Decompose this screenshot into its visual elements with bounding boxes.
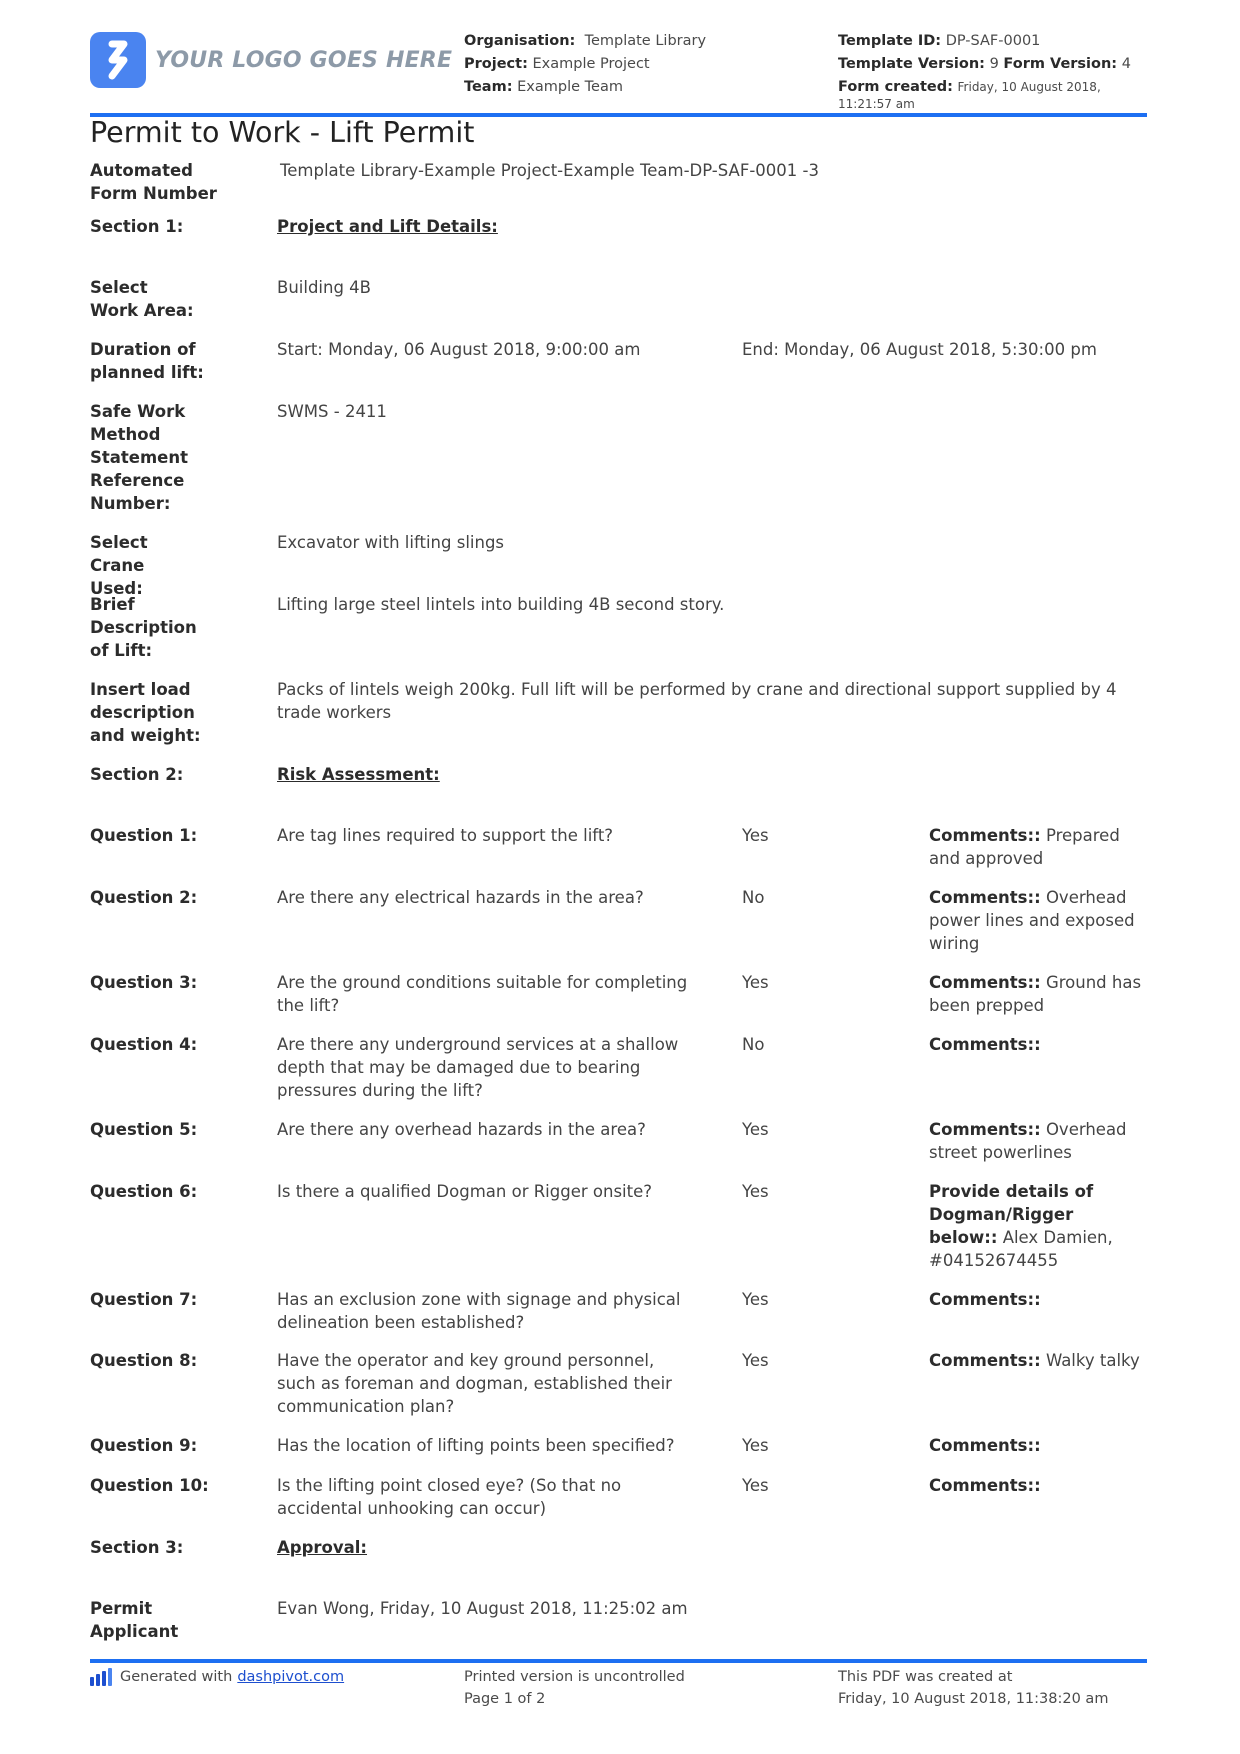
comment-label: Comments:: <box>929 1351 1041 1370</box>
comment-label: Comments:: <box>929 973 1041 992</box>
question-text: Has an exclusion zone with signage and physical delineation been established? <box>277 1290 681 1332</box>
question-label: Question 3: <box>90 973 198 992</box>
project-label: Project: <box>464 56 528 72</box>
question-answer: Yes <box>742 826 769 845</box>
question-comment <box>929 1180 1147 1272</box>
question-text: Is there a qualified Dogman or Rigger onsite? <box>277 1182 653 1201</box>
template-id-label: Template ID: <box>838 33 942 49</box>
question-text: Are the ground conditions suitable for completing the lift? <box>277 973 688 1015</box>
comment-value: Ground has been prepped <box>929 973 1142 1015</box>
header-meta-project <box>464 30 706 99</box>
uncontrolled-notice: Printed version is uncontrolled <box>464 1669 685 1685</box>
logo-icon <box>90 32 146 88</box>
form-number-value: Template Library-Example Project-Example Team-DP-SAF-0001 -3 <box>280 161 819 180</box>
question-answer: Yes <box>742 1351 769 1370</box>
comment-value: Prepared and approved <box>929 826 1120 868</box>
form-created-label: Form created: <box>838 79 953 95</box>
swms-label: Safe Work Method Statement Reference Number: <box>90 402 189 513</box>
question-comment <box>929 1118 1147 1164</box>
page-number: Page 1 of 2 <box>464 1691 546 1707</box>
question-answer: Yes <box>742 1290 769 1309</box>
team-label: Team: <box>464 79 513 95</box>
footer-generated <box>90 1666 344 1688</box>
comment-label: Comments:: <box>929 1290 1041 1309</box>
form-created-value: Friday, 10 August 2018, 11:21:57 am <box>838 80 1101 111</box>
footer-created-info <box>838 1666 1108 1710</box>
section-2-title: Risk Assessment: <box>277 765 440 784</box>
section-1-title: Project and Lift Details: <box>277 217 498 236</box>
project-value: Example Project <box>532 56 650 72</box>
question-answer: Yes <box>742 1436 769 1455</box>
applicant-value: Evan Wong, Friday, 10 August 2018, 11:25:02 am <box>277 1599 688 1618</box>
template-version-value: 9 <box>989 56 999 72</box>
question-text: Are there any overhead hazards in the area? <box>277 1120 646 1139</box>
template-version-label: Template Version: <box>838 56 985 72</box>
crane-label: Select Crane Used: <box>90 533 148 598</box>
comment-value: Walky talky <box>1045 1351 1140 1370</box>
logo <box>90 32 452 88</box>
dashpivot-link[interactable]: dashpivot.com <box>237 1669 345 1685</box>
question-comment <box>929 824 1147 870</box>
comment-label: Comments:: <box>929 1436 1041 1455</box>
question-text: Are there any underground services at a shallow depth that may be damaged due to bearing pressures during the lift? <box>277 1035 679 1100</box>
logo-text: YOUR LOGO GOES HERE <box>155 47 453 73</box>
form-version-label: Form Version: <box>1003 56 1118 72</box>
question-comment <box>929 1474 1147 1497</box>
section-2-label: Section 2: <box>90 765 184 784</box>
work-area-value: Building 4B <box>277 278 371 297</box>
team-value: Example Team <box>517 79 623 95</box>
form-number-label: Automated Form Number <box>90 161 217 203</box>
question-text: Is the lifting point closed eye? (So that no accidental unhooking can occur) <box>277 1476 622 1518</box>
question-label: Question 7: <box>90 1290 198 1309</box>
question-comment <box>929 1434 1147 1457</box>
question-text: Have the operator and key ground personnel, such as foreman and dogman, established their communication plan? <box>277 1351 672 1416</box>
question-comment <box>929 1349 1147 1372</box>
question-answer: Yes <box>742 1120 769 1139</box>
question-comment <box>929 1288 1147 1311</box>
pdf-created-value: Friday, 10 August 2018, 11:38:20 am <box>838 1691 1109 1707</box>
question-text: Has the location of lifting points been specified? <box>277 1436 675 1455</box>
question-comment <box>929 971 1147 1017</box>
duration-start: Start: Monday, 06 August 2018, 9:00:00 am <box>277 340 641 359</box>
question-answer: Yes <box>742 973 769 992</box>
question-answer: Yes <box>742 1476 769 1495</box>
swms-value: SWMS - 2411 <box>277 402 387 421</box>
work-area-label: Select Work Area: <box>90 278 194 320</box>
generated-text: Generated with <box>120 1669 233 1685</box>
question-label: Question 6: <box>90 1182 198 1201</box>
header-meta-template <box>838 30 1143 113</box>
duration-label: Duration of planned lift: <box>90 340 204 382</box>
page-header <box>90 30 1147 112</box>
duration-end: End: Monday, 06 August 2018, 5:30:00 pm <box>742 340 1097 359</box>
question-text: Are tag lines required to support the lift? <box>277 826 614 845</box>
question-answer: Yes <box>742 1182 769 1201</box>
comment-label: Comments:: <box>929 826 1041 845</box>
page-title: Permit to Work - Lift Permit <box>90 116 475 149</box>
question-comment <box>929 1033 1147 1056</box>
section-3-title: Approval: <box>277 1538 368 1557</box>
applicant-label: Permit Applicant <box>90 1599 179 1641</box>
question-label: Question 4: <box>90 1035 198 1054</box>
comment-value: Alex Damien, #04152674455 <box>929 1228 1113 1270</box>
dashpivot-icon <box>90 1668 112 1686</box>
question-answer: No <box>742 1035 765 1054</box>
load-label: Insert load description and weight: <box>90 680 201 745</box>
comment-label: Comments:: <box>929 888 1041 907</box>
load-value: Packs of lintels weigh 200kg. Full lift will be performed by crane and directional support supplied by 4 trade workers <box>277 680 1117 722</box>
section-1-label: Section 1: <box>90 217 184 236</box>
question-answer: No <box>742 888 765 907</box>
pdf-created-label: This PDF was created at <box>838 1669 1013 1685</box>
comment-label: Comments:: <box>929 1035 1041 1054</box>
comment-label: Provide details of Dogman/Rigger below:: <box>929 1182 1094 1247</box>
organisation-value: Template Library <box>584 33 707 49</box>
question-label: Question 10: <box>90 1476 209 1495</box>
form-version-value: 4 <box>1121 56 1131 72</box>
question-comment <box>929 886 1147 955</box>
question-label: Question 5: <box>90 1120 198 1139</box>
question-label: Question 8: <box>90 1351 198 1370</box>
comment-label: Comments:: <box>929 1476 1041 1495</box>
comment-value: Overhead power lines and exposed wiring <box>929 888 1135 953</box>
question-label: Question 2: <box>90 888 198 907</box>
description-value: Lifting large steel lintels into building 4B second story. <box>277 595 725 614</box>
footer-page-info <box>464 1666 685 1710</box>
template-id-value: DP-SAF-0001 <box>945 33 1041 49</box>
footer-divider <box>90 1659 1147 1663</box>
question-text: Are there any electrical hazards in the area? <box>277 888 644 907</box>
question-label: Question 1: <box>90 826 198 845</box>
description-label: Brief Description of Lift: <box>90 595 197 660</box>
crane-value: Excavator with lifting slings <box>277 533 505 552</box>
comment-label: Comments:: <box>929 1120 1041 1139</box>
section-3-label: Section 3: <box>90 1538 184 1557</box>
comment-value: Overhead street powerlines <box>929 1120 1127 1162</box>
question-label: Question 9: <box>90 1436 198 1455</box>
organisation-label: Organisation: <box>464 33 576 49</box>
